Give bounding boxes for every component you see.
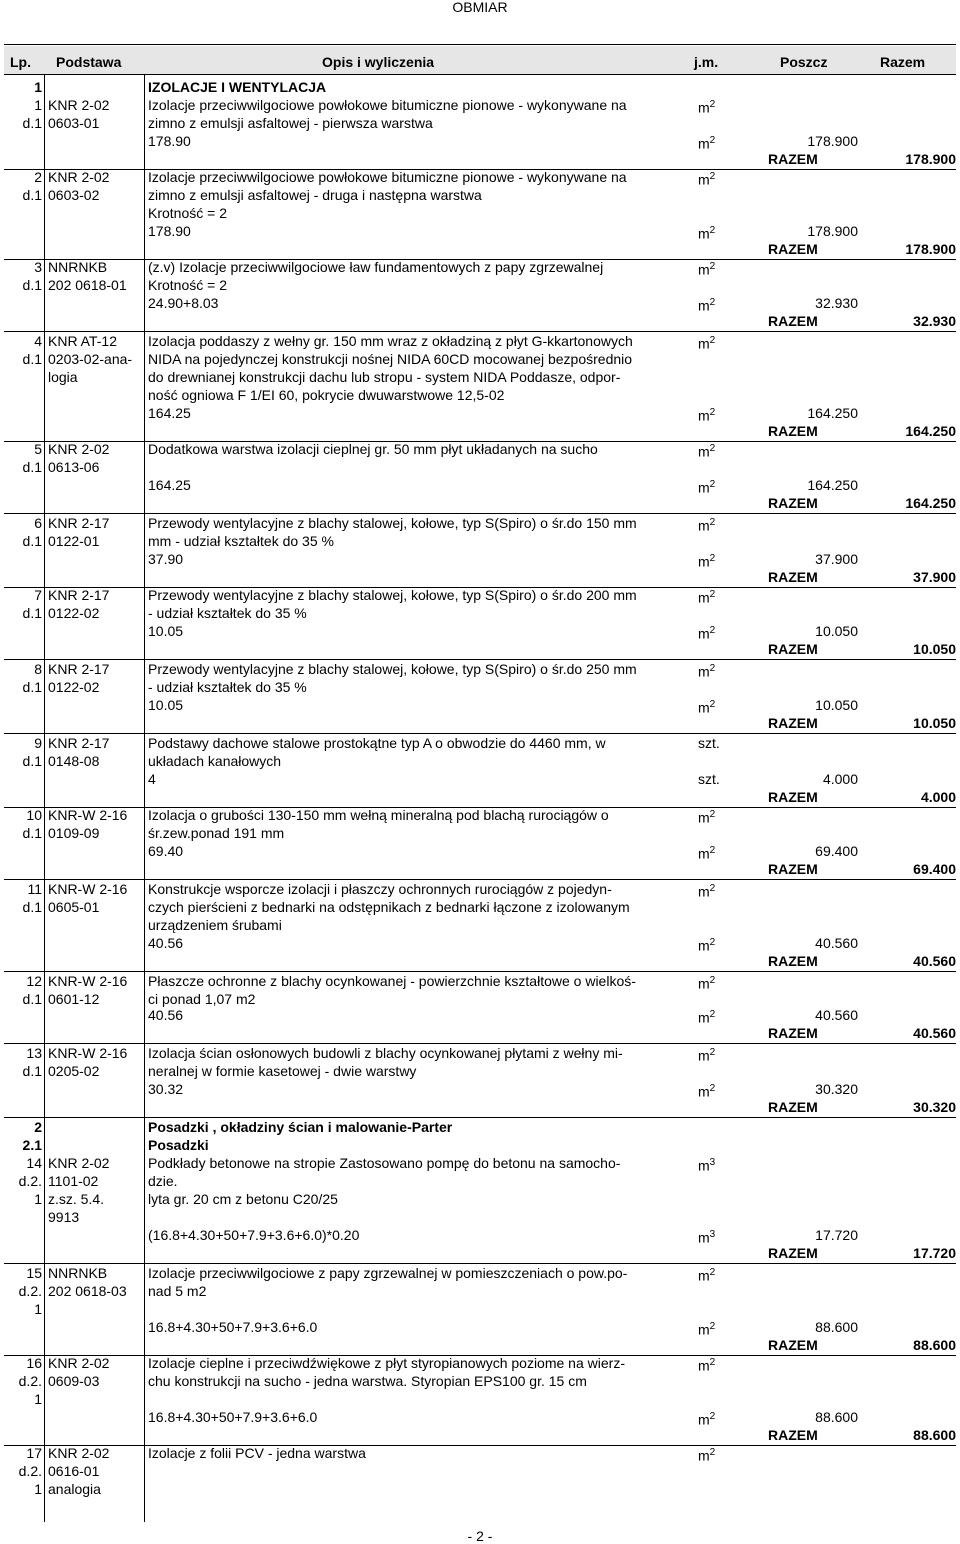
item-description: Przewody wentylacyjne z blachy stalowej, kołowe, typ S(Spiro) o śr.do 150 mm — [148, 515, 637, 531]
total-value: 178.900 — [905, 241, 956, 257]
quantity-unit: $m^2$ — [698, 1083, 716, 1100]
item-basis: KNR AT-12 — [48, 333, 117, 349]
total-label: RAZEM — [768, 861, 818, 877]
item-unit: $m^2$ — [698, 1447, 716, 1464]
item-basis: 0205-02 — [48, 1063, 100, 1079]
page-number: - 2 - — [467, 1528, 493, 1544]
item-description: Podkłady betonowe na stropie Zastosowano pompę do betonu na samocho- — [148, 1155, 621, 1171]
section-number: 2 — [34, 1119, 42, 1135]
item-description: - udział kształtek do 35 % — [148, 679, 307, 695]
quantity-formula: 69.40 — [148, 843, 184, 859]
item-description: Dodatkowa warstwa izolacji cieplnej gr. 50 mm płyt układanych na sucho — [148, 441, 598, 457]
item-basis: 0603-02 — [48, 187, 100, 203]
item-basis: KNR-W 2-16 — [48, 881, 128, 897]
item-description: czych pierścieni z bednarki na odstępnikach z bednarki łączone z izolowanym — [148, 899, 630, 915]
total-value: 32.930 — [913, 313, 956, 329]
total-value: 40.560 — [913, 953, 956, 969]
item-unit: $m^2$ — [698, 809, 716, 826]
item-basis: 0122-02 — [48, 605, 100, 621]
item-description: - udział kształtek do 35 % — [148, 605, 307, 621]
quantity-formula: 40.56 — [148, 1007, 184, 1023]
item-unit: $m^2$ — [698, 663, 716, 680]
item-description: śr.zew.ponad 191 mm — [148, 825, 285, 841]
total-label: RAZEM — [768, 1025, 818, 1041]
item-number: 17 — [26, 1445, 42, 1461]
item-number: d.1 — [22, 991, 42, 1007]
quantity-value: 32.930 — [815, 295, 858, 311]
quantity-formula: (16.8+4.30+50+7.9+3.6+6.0)*0.20 — [148, 1227, 360, 1243]
item-number: 14 — [26, 1155, 42, 1171]
item-number: d.1 — [22, 351, 42, 367]
item-basis: KNR 2-02 — [48, 169, 110, 185]
quantity-unit: $m^2$ — [698, 845, 716, 862]
item-description: dzie. — [148, 1173, 178, 1189]
item-number: 10 — [26, 807, 42, 823]
quantity-formula: 10.05 — [148, 697, 184, 713]
section-number: 1 — [34, 79, 42, 95]
total-value: 4.000 — [920, 789, 956, 805]
item-description: Izolacje cieplne i przeciwdźwiękowe z płyt styropianowych poziome na wierz- — [148, 1355, 625, 1371]
item-description: (z.v) Izolacje przeciwwilgociowe ław fundamentowych z papy zgrzewalnej — [148, 259, 604, 275]
quantity-unit: $m^2$ — [698, 699, 716, 716]
item-number: d.2. — [18, 1283, 42, 1299]
quantity-formula: 30.32 — [148, 1081, 184, 1097]
item-basis: NNRNKB — [48, 259, 108, 275]
header-jm: j.m. — [694, 54, 719, 70]
item-number: d.2. — [18, 1173, 42, 1189]
item-basis: KNR-W 2-16 — [48, 807, 128, 823]
item-number: 6 — [34, 515, 42, 531]
item-unit: $m^3$ — [698, 1157, 716, 1174]
item-unit: $m^2$ — [698, 261, 716, 278]
quantity-value: 10.050 — [815, 697, 858, 713]
item-unit: $m^2$ — [698, 589, 716, 606]
item-basis: KNR 2-02 — [48, 1155, 110, 1171]
item-description: Izolacja ścian osłonowych budowli z blachy ocynkowanej płytami z wełny mi- — [148, 1045, 623, 1061]
item-number: d.1 — [22, 459, 42, 475]
item-basis: 202 0618-01 — [48, 277, 127, 293]
total-label: RAZEM — [768, 569, 818, 585]
quantity-formula: 178.90 — [148, 133, 191, 149]
item-description: ci ponad 1,07 m2 — [148, 991, 256, 1007]
quantity-value: 164.250 — [807, 477, 858, 493]
quantity-value: 40.560 — [815, 935, 858, 951]
item-description: Krotność = 2 — [148, 277, 227, 293]
quantity-formula: 16.8+4.30+50+7.9+3.6+6.0 — [148, 1319, 318, 1335]
quantity-unit: $m^2$ — [698, 225, 716, 242]
total-label: RAZEM — [768, 953, 818, 969]
item-description: NIDA na pojedynczej konstrukcji nośnej NIDA 60CD mocowanej bezpośrednio — [148, 351, 633, 367]
quantity-value: 178.900 — [807, 223, 858, 239]
item-description: Przewody wentylacyjne z blachy stalowej, kołowe, typ S(Spiro) o śr.do 250 mm — [148, 661, 637, 677]
item-description: Izolacja poddaszy z wełny gr. 150 mm wraz z okładziną z płyt G-kkartonowych — [148, 333, 633, 349]
item-number: 15 — [26, 1265, 42, 1281]
item-description: lyta gr. 20 cm z betonu C20/25 — [148, 1191, 338, 1207]
item-description: zimno z emulsji asfaltowej - pierwsza warstwa — [148, 115, 433, 131]
item-basis: KNR 2-02 — [48, 441, 110, 457]
item-unit: $m^2$ — [698, 443, 716, 460]
item-basis: analogia — [48, 1481, 101, 1497]
item-unit: $m^2$ — [698, 171, 716, 188]
item-description: układach kanałowych — [148, 753, 282, 769]
total-label: RAZEM — [768, 1245, 818, 1261]
quantity-unit: $m^2$ — [698, 479, 716, 496]
quantity-formula: 40.56 — [148, 935, 184, 951]
item-description: chu konstrukcji na sucho - jedna warstwa. Styropian EPS100 gr. 15 cm — [148, 1373, 587, 1389]
quantity-value: 30.320 — [815, 1081, 858, 1097]
quantity-formula: 178.90 — [148, 223, 191, 239]
item-description: Krotność = 2 — [148, 205, 227, 221]
quantity-value: 10.050 — [815, 623, 858, 639]
item-unit: $m^2$ — [698, 1047, 716, 1064]
item-number: 16 — [26, 1355, 42, 1371]
item-basis: KNR 2-17 — [48, 735, 110, 751]
item-number: 5 — [34, 441, 42, 457]
top-rule — [4, 44, 956, 45]
item-basis: 0109-09 — [48, 825, 100, 841]
quantity-formula: 16.8+4.30+50+7.9+3.6+6.0 — [148, 1409, 318, 1425]
item-number: 11 — [27, 881, 42, 897]
item-number: 12 — [26, 973, 42, 989]
total-label: RAZEM — [768, 1337, 818, 1353]
quantity-formula: 37.90 — [148, 551, 184, 567]
total-value: 69.400 — [913, 861, 956, 877]
total-label: RAZEM — [768, 789, 818, 805]
item-description: Izolacje z folii PCV - jedna warstwa — [148, 1445, 366, 1461]
item-basis: 0203-02-ana- — [48, 351, 133, 367]
total-value: 88.600 — [913, 1337, 956, 1353]
item-number: d.1 — [22, 825, 42, 841]
item-basis: KNR 2-02 — [48, 97, 110, 113]
item-basis: 0616-01 — [48, 1463, 100, 1479]
item-basis: 0603-01 — [48, 115, 100, 131]
total-value: 40.560 — [913, 1025, 956, 1041]
item-description: Przewody wentylacyjne z blachy stalowej, kołowe, typ S(Spiro) o śr.do 200 mm — [148, 587, 637, 603]
item-basis: logia — [48, 369, 78, 385]
item-number: 7 — [34, 587, 42, 603]
header-opis: Opis i wyliczenia — [322, 54, 435, 70]
header-podstawa: Podstawa — [56, 54, 122, 70]
quantity-value: 178.900 — [807, 133, 858, 149]
item-number: d.1 — [22, 605, 42, 621]
section-title: Posadzki , okładziny ścian i malowanie-Parter — [148, 1119, 453, 1135]
quantity-value: 88.600 — [815, 1319, 858, 1335]
total-value: 178.900 — [905, 151, 956, 167]
item-number: 4 — [34, 333, 42, 349]
quantity-formula: 10.05 — [148, 623, 184, 639]
item-number: 1 — [34, 1301, 42, 1317]
quantity-value: 4.000 — [822, 771, 858, 787]
item-basis: 0613-06 — [48, 459, 100, 475]
item-basis: KNR 2-17 — [48, 587, 110, 603]
item-basis: z.sz. 5.4. — [48, 1191, 105, 1207]
item-basis: 0122-02 — [48, 679, 100, 695]
item-number: 1 — [34, 97, 42, 113]
item-description: mm - udział kształtek do 35 % — [148, 533, 334, 549]
item-basis: 202 0618-03 — [48, 1283, 127, 1299]
quantity-unit: $m^2$ — [698, 937, 716, 954]
item-basis: 0148-08 — [48, 753, 100, 769]
item-unit: $m^2$ — [698, 1267, 716, 1284]
item-unit: $m^2$ — [698, 99, 716, 116]
item-unit: szt. — [698, 735, 720, 751]
quantity-unit: $m^2$ — [698, 297, 716, 314]
item-number: 9 — [34, 735, 42, 751]
item-number: d.1 — [22, 115, 42, 131]
item-number: d.1 — [22, 899, 42, 915]
item-number: d.1 — [22, 1063, 42, 1079]
quantity-value: 69.400 — [815, 843, 858, 859]
item-basis: 0601-12 — [48, 991, 100, 1007]
item-description: ność ogniowa F 1/EI 60, pokrycie dwuwarstwowe 12,5-02 — [148, 387, 505, 403]
quantity-formula: 24.90+8.03 — [148, 295, 219, 311]
total-label: RAZEM — [768, 1099, 818, 1115]
table-header — [4, 46, 956, 75]
item-unit: $m^2$ — [698, 517, 716, 534]
item-basis: KNR 2-17 — [48, 515, 110, 531]
item-basis: 9913 — [48, 1209, 80, 1225]
header-lp: Lp. — [10, 54, 31, 70]
item-basis: KNR 2-02 — [48, 1355, 110, 1371]
header-poszcz: Poszcz — [780, 54, 828, 70]
quantity-unit: $m^2$ — [698, 1321, 716, 1338]
item-number: d.1 — [22, 679, 42, 695]
item-description: Izolacje przeciwwilgociowe z papy zgrzewalnej w pomieszczeniach o pow.po- — [148, 1265, 628, 1281]
quantity-unit: $m^2$ — [698, 407, 716, 424]
item-number: 3 — [34, 259, 42, 275]
item-number: 13 — [26, 1045, 42, 1061]
item-description: Płaszcze ochronne z blachy ocynkowanej - powierzchnie kształtowe o wielkoś- — [148, 973, 636, 989]
item-description: zimno z emulsji asfaltowej - druga i następna warstwa — [148, 187, 482, 203]
quantity-unit: $m^2$ — [698, 1009, 716, 1026]
total-value: 10.050 — [913, 641, 956, 657]
item-unit: $m^2$ — [698, 883, 716, 900]
item-number: 8 — [34, 661, 42, 677]
item-basis: 1101-02 — [48, 1173, 99, 1189]
quantity-unit: $m^3$ — [698, 1229, 716, 1246]
item-basis: NNRNKB — [48, 1265, 108, 1281]
item-number: d.2. — [18, 1373, 42, 1389]
item-number: d.1 — [22, 187, 42, 203]
item-description: neralnej w formie kasetowej - dwie warstwy — [148, 1063, 417, 1079]
quantity-value: 164.250 — [807, 405, 858, 421]
item-number: d.1 — [22, 533, 42, 549]
item-basis: KNR-W 2-16 — [48, 973, 128, 989]
quantity-formula: 164.25 — [148, 477, 191, 493]
quantity-unit: $m^2$ — [698, 135, 716, 152]
quantity-unit: $m^2$ — [698, 553, 716, 570]
column-divider — [44, 74, 45, 1522]
item-number: 2 — [34, 169, 42, 185]
item-number: 1 — [34, 1391, 42, 1407]
total-label: RAZEM — [768, 241, 818, 257]
total-label: RAZEM — [768, 715, 818, 731]
item-number: d.1 — [22, 277, 42, 293]
section-title: IZOLACJE I WENTYLACJA — [148, 79, 327, 95]
item-basis: KNR 2-02 — [48, 1445, 110, 1461]
quantity-unit: szt. — [698, 771, 720, 787]
total-label: RAZEM — [768, 641, 818, 657]
item-description: Izolacje przeciwwilgociowe powłokowe bitumiczne pionowe - wykonywane na — [148, 97, 627, 113]
total-label: RAZEM — [768, 313, 818, 329]
total-value: 88.600 — [913, 1427, 956, 1443]
item-basis: KNR-W 2-16 — [48, 1045, 128, 1061]
total-label: RAZEM — [768, 1427, 818, 1443]
total-label: RAZEM — [768, 495, 818, 511]
total-label: RAZEM — [768, 423, 818, 439]
item-number: d.2. — [18, 1463, 42, 1479]
total-value: 164.250 — [905, 423, 956, 439]
total-value: 30.320 — [913, 1099, 956, 1115]
quantity-value: 17.720 — [815, 1227, 858, 1243]
quantity-value: 37.900 — [815, 551, 858, 567]
item-description: Izolacje przeciwwilgociowe powłokowe bitumiczne pionowe - wykonywane na — [148, 169, 627, 185]
quantity-value: 88.600 — [815, 1409, 858, 1425]
item-description: Konstrukcje wsporcze izolacji i płaszczy ochronnych rurociągów z pojedyn- — [148, 881, 612, 897]
document-title: OBMIAR — [452, 0, 508, 15]
item-basis: 0609-03 — [48, 1373, 100, 1389]
item-basis: 0122-01 — [48, 533, 100, 549]
quantity-unit: $m^2$ — [698, 1411, 716, 1428]
total-value: 10.050 — [913, 715, 956, 731]
header-razem: Razem — [880, 54, 926, 70]
item-basis: 0605-01 — [48, 899, 100, 915]
total-value: 37.900 — [913, 569, 956, 585]
section-number: 2.1 — [22, 1137, 42, 1153]
quantity-unit: $m^2$ — [698, 625, 716, 642]
item-number: 1 — [34, 1191, 42, 1207]
item-number: 1 — [34, 1481, 42, 1497]
item-description: urządzeniem śrubami — [148, 917, 282, 933]
item-description: nad 5 m2 — [148, 1283, 207, 1299]
total-value: 164.250 — [905, 495, 956, 511]
section-title: Posadzki — [148, 1137, 209, 1153]
item-description: Izolacja o grubości 130-150 mm wełną mineralną pod blachą rurociągów o — [148, 807, 609, 823]
item-unit: $m^2$ — [698, 975, 716, 992]
item-description: Podstawy dachowe stalowe prostokątne typ A o obwodzie do 4460 mm, w — [148, 735, 606, 751]
item-unit: $m^2$ — [698, 335, 716, 352]
item-unit: $m^2$ — [698, 1357, 716, 1374]
quantity-formula: 164.25 — [148, 405, 191, 421]
item-number: d.1 — [22, 753, 42, 769]
item-basis: KNR 2-17 — [48, 661, 110, 677]
total-label: RAZEM — [768, 151, 818, 167]
item-description: do drewnianej konstrukcji dachu lub stropu - system NIDA Poddasze, odpor- — [148, 369, 621, 385]
total-value: 17.720 — [913, 1245, 956, 1261]
quantity-formula: 4 — [148, 771, 156, 787]
quantity-value: 40.560 — [815, 1007, 858, 1023]
